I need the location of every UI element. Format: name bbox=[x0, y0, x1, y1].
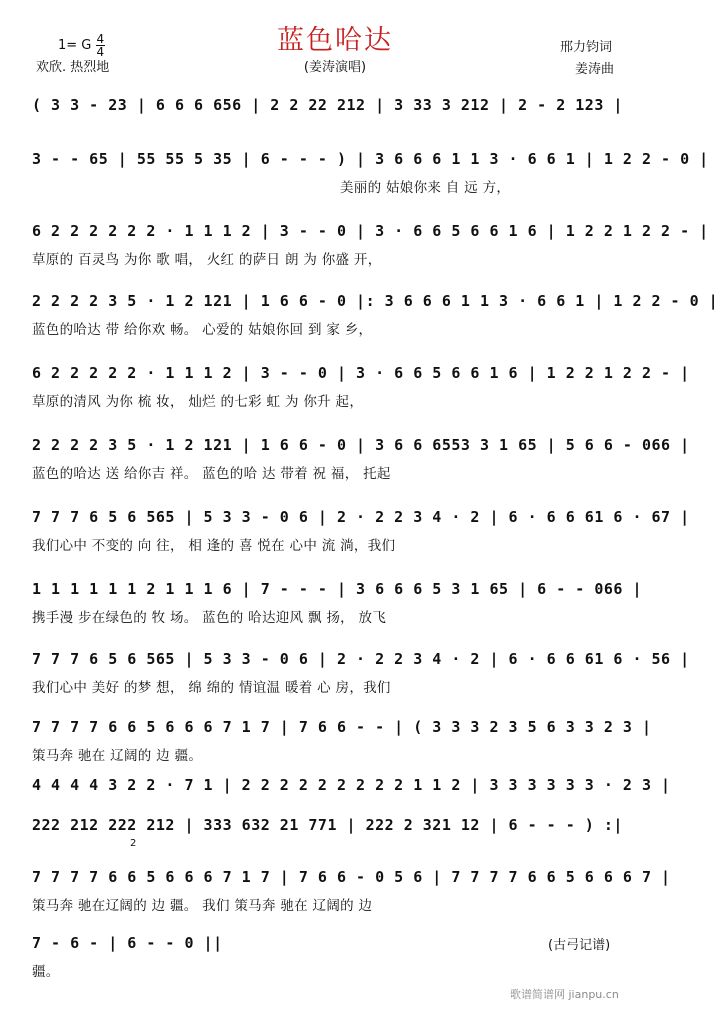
notation-line-11: 4 4 4 4 3 2 2 · 7 1 | 2 2 2 2 2 2 2 2 2 1 1 2 | 3 3 3 3 3 3 · 2 3 | bbox=[32, 776, 671, 794]
notation-line-1: ( 3 3 - 23 | 6 6 6 656 | 2 2 22 212 | 3 33 3 212 | 2 - 2 123 | bbox=[32, 96, 623, 114]
transcriber-credit: (古弓记谱) bbox=[548, 938, 611, 953]
key-signature bbox=[58, 33, 105, 58]
notation-line-4: 2 2 2 2 3 5 · 1 2 121 | 1 6 6 - 0 |: 3 6 6 6 1 1 3 · 6 6 1 | 1 2 2 - 0 | bbox=[32, 292, 718, 310]
lyricist-credit: 邢力钧词 bbox=[560, 40, 613, 55]
lyrics-line-13: 策马奔 驰在辽阔的 边 疆。 我们 策马奔 驰在 辽阔的 边 bbox=[32, 898, 373, 914]
lyrics-line-6: 蓝色的哈达 送 给你吉 祥。 蓝色的哈 达 带着 祝 福， 托起 bbox=[32, 466, 391, 482]
key-label: 1= G bbox=[58, 38, 92, 53]
lyrics-line-14: 疆。 bbox=[32, 964, 60, 980]
time-signature-bottom: 4 bbox=[96, 45, 105, 59]
notation-line-9: 7 7 7 6 5 6 565 | 5 3 3 - 0 6 | 2 · 2 2 3 4 · 2 | 6 · 6 6 61 6 · 56 | bbox=[32, 650, 690, 668]
lyrics-line-3: 草原的 百灵鸟 为你 歌 唱， 火红 的萨日 朗 为 你盛 开， bbox=[32, 252, 382, 268]
lyrics-line-5: 草原的清风 为你 梳 妆， 灿烂 的七彩 虹 为 你升 起， bbox=[32, 394, 364, 410]
volta-ending-number: 2 bbox=[130, 838, 137, 849]
composer-credit: 姜涛曲 bbox=[575, 62, 615, 77]
notation-line-3: 6 2 2 2 2 2 2 · 1 1 1 2 | 3 - - 0 | 3 · 6 6 5 6 6 1 6 | 1 2 2 1 2 2 - | bbox=[32, 222, 709, 240]
lyrics-line-10: 策马奔 驰在 辽阔的 边 疆。 bbox=[32, 748, 203, 764]
time-signature bbox=[96, 33, 106, 58]
tempo-marking: 欢欣. 热烈地 bbox=[36, 60, 110, 75]
notation-line-7: 7 7 7 6 5 6 565 | 5 3 3 - 0 6 | 2 · 2 2 3 4 · 2 | 6 · 6 6 61 6 · 67 | bbox=[32, 508, 690, 526]
lyrics-line-7: 我们心中 不变的 向 往， 相 逢的 喜 悦在 心中 流 淌，我们 bbox=[32, 538, 396, 554]
lyrics-line-2: 美丽的 姑娘你来 自 远 方， bbox=[340, 180, 511, 196]
lyrics-line-9: 我们心中 美好 的梦 想， 绵 绵的 情谊温 暖着 心 房，我们 bbox=[32, 680, 391, 696]
notation-line-14: 7 - 6 - | 6 - - 0 || bbox=[32, 934, 223, 952]
notation-line-10: 7 7 7 7 6 6 5 6 6 6 7 1 7 | 7 6 6 - - | ( 3 3 3 2 3 5 6 3 3 2 3 | bbox=[32, 718, 652, 736]
time-signature-top: 4 bbox=[96, 32, 105, 46]
notation-line-13: 7 7 7 7 6 6 5 6 6 6 7 1 7 | 7 6 6 - 0 5 6 | 7 7 7 7 6 6 5 6 6 6 7 | bbox=[32, 868, 671, 886]
notation-line-12: 222 212 222 212 | 333 632 21 771 | 222 2 321 12 | 6 - - - ) :| bbox=[32, 816, 623, 834]
singer-credit: (姜涛演唱) bbox=[303, 60, 367, 75]
watermark: 歌谱简谱网 jianpu.cn bbox=[510, 988, 619, 1001]
song-title: 蓝色哈达 bbox=[277, 25, 393, 56]
lyrics-line-4: 蓝色的哈达 带 给你欢 畅。 心爱的 姑娘你回 到 家 乡， bbox=[32, 322, 373, 338]
lyrics-line-8: 携手漫 步在绿色的 牧 场。 蓝色的 哈达迎风 飘 扬， 放飞 bbox=[32, 610, 387, 626]
notation-line-8: 1 1 1 1 1 1 2 1 1 1 6 | 7 - - - | 3 6 6 6 5 3 1 65 | 6 - - 066 | bbox=[32, 580, 642, 598]
notation-line-5: 6 2 2 2 2 2 · 1 1 1 2 | 3 - - 0 | 3 · 6 6 5 6 6 1 6 | 1 2 2 1 2 2 - | bbox=[32, 364, 690, 382]
notation-line-2: 3 - - 65 | 55 55 5 35 | 6 - - - ) | 3 6 6 6 1 1 3 · 6 6 1 | 1 2 2 - 0 | bbox=[32, 150, 709, 168]
notation-line-6: 2 2 2 2 3 5 · 1 2 121 | 1 6 6 - 0 | 3 6 6 6553 3 1 65 | 5 6 6 - 066 | bbox=[32, 436, 690, 454]
